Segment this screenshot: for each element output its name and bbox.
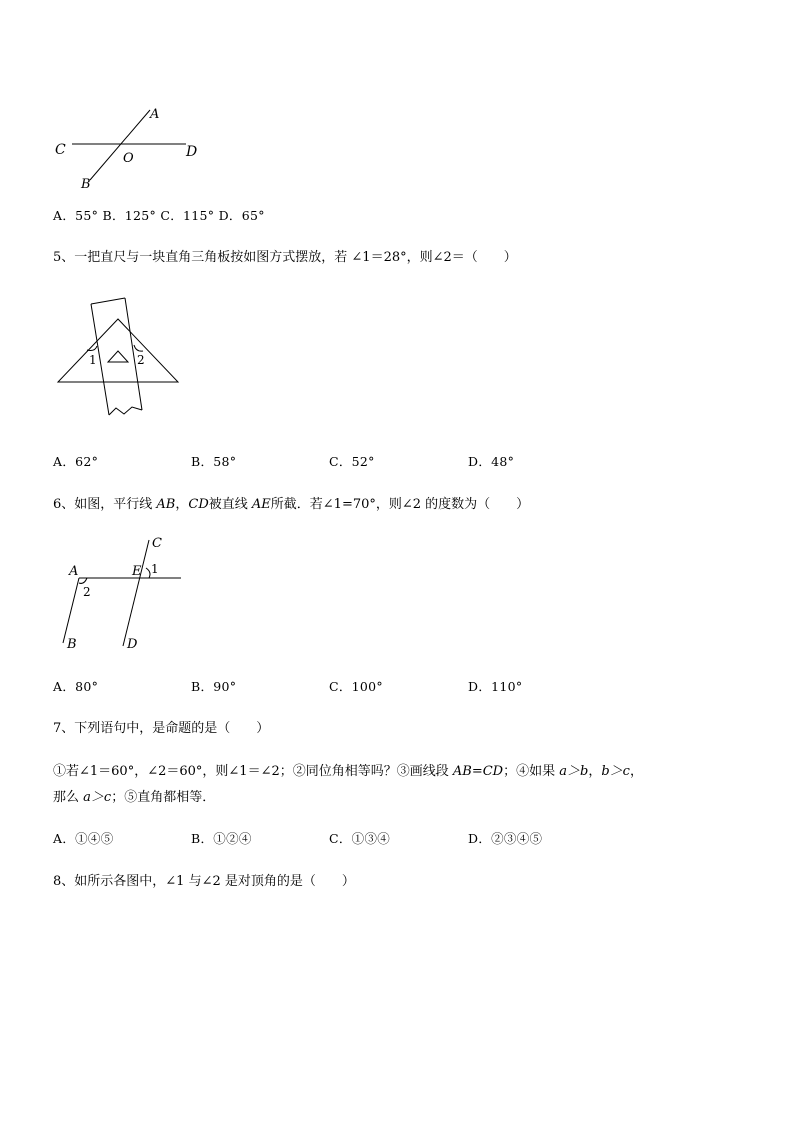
line-cd xyxy=(123,540,149,646)
q5-option-c: C．52° xyxy=(329,454,375,469)
figure-ruler-triangle xyxy=(50,290,190,420)
q8-stem: 8、如所示各图中，∠1 与∠2 是对顶角的是（ ） xyxy=(53,874,355,889)
q6-option-a: A．80° xyxy=(53,679,99,694)
q7-text: ①若∠1＝60°，∠2＝60°，则∠1＝∠2；②同位角相等吗？③画线段 xyxy=(53,764,453,779)
q7-var-agtb: a＞b xyxy=(559,764,589,779)
q7-stem: 7、下列语句中，是命题的是（ ） xyxy=(53,721,270,736)
angle-label-1: 1 xyxy=(89,353,97,367)
q7-option-a: A．①④⑤ xyxy=(53,831,114,846)
label-b: B xyxy=(67,637,77,652)
q7-var-abcd: AB=CD xyxy=(452,764,504,779)
figure-intersecting-lines xyxy=(50,100,210,200)
label-2: 2 xyxy=(83,585,91,599)
q4-options: A．55° B．125° C．115° D．65° xyxy=(53,208,265,223)
ruler-top-edge xyxy=(91,298,125,304)
q6-var-ab: AB xyxy=(156,497,176,512)
label-a: A xyxy=(150,107,160,122)
label-c: C xyxy=(152,536,162,551)
q7-text: 那么 xyxy=(53,790,84,805)
figure-parallel-lines xyxy=(50,530,200,660)
q6-stem-part: 被直线 xyxy=(208,497,252,512)
ruler-broken-end xyxy=(109,407,142,415)
q7-option-d: D．②③④⑤ xyxy=(468,831,543,846)
q7-text: ；⑤直角都相等． xyxy=(111,790,216,805)
q7-var-bgtc: b＞c xyxy=(601,764,630,779)
q7-option-c: C．①③④ xyxy=(329,831,391,846)
q6-stem-part: ， xyxy=(175,497,189,512)
q6-option-d: D．110° xyxy=(468,679,523,694)
q7-text: ；④如果 xyxy=(503,764,560,779)
label-a: A xyxy=(69,564,79,579)
q7-text: ， xyxy=(629,764,643,779)
line-ab xyxy=(90,110,150,180)
q6-stem xyxy=(53,493,529,512)
q5-stem: 5、一把直尺与一块直角三角板按如图方式摆放，若 ∠1＝28°，则∠2＝（ ） xyxy=(53,250,517,265)
angle-label-2: 2 xyxy=(137,353,145,367)
label-d: D xyxy=(127,637,138,652)
q7-option-b: B．①②④ xyxy=(191,831,252,846)
label-1: 1 xyxy=(151,562,159,576)
q6-stem-part: 所截．若∠1=70°，则∠2 的度数为（ ） xyxy=(270,497,530,512)
q5-option-d: D．48° xyxy=(468,454,515,469)
q7-statement-line1 xyxy=(53,760,643,779)
q6-option-c: C．100° xyxy=(329,679,383,694)
label-e: E xyxy=(132,564,142,579)
q7-text: ， xyxy=(588,764,602,779)
angle-arc-1 xyxy=(146,568,150,578)
angle-arc-2 xyxy=(134,345,143,351)
label-b: B xyxy=(81,177,91,192)
q6-option-b: B．90° xyxy=(191,679,237,694)
label-o: O xyxy=(123,151,134,166)
q5-option-b: B．58° xyxy=(191,454,237,469)
triangle-inner xyxy=(108,351,128,362)
q5-option-a: A．62° xyxy=(53,454,99,469)
line-ab xyxy=(63,578,79,643)
q6-var-cd: CD xyxy=(188,497,209,512)
label-c: C xyxy=(55,142,66,158)
q7-statement-line2 xyxy=(53,786,215,805)
angle-arc-2 xyxy=(79,578,87,583)
q7-var-agtc: a＞c xyxy=(83,790,112,805)
q6-var-ae: AE xyxy=(251,497,271,512)
q6-stem-part: 6、如图，平行线 xyxy=(53,497,157,512)
label-d: D xyxy=(186,144,198,160)
